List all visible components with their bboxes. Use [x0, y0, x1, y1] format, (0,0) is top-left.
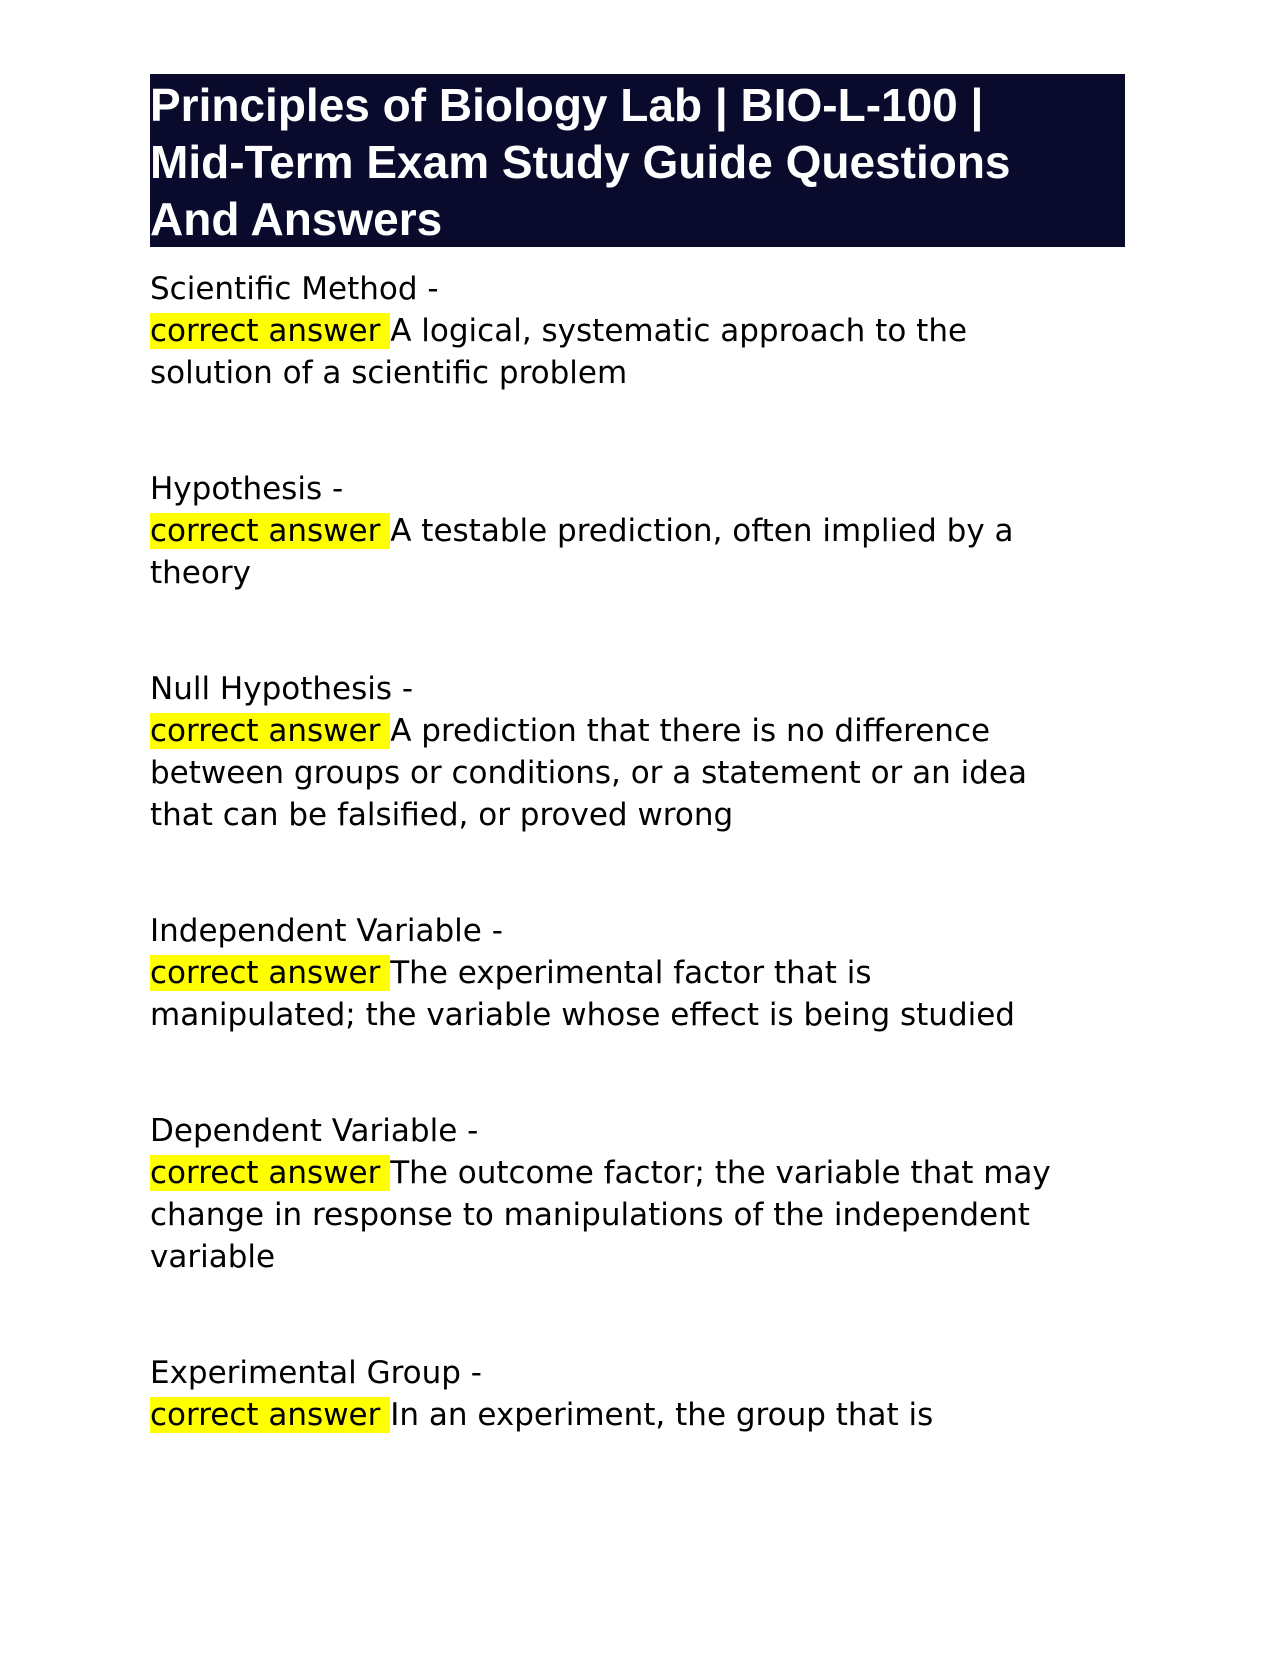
title-line: Principles of Biology Lab | BIO-L-100 |	[150, 79, 984, 131]
title-line: And Answers	[150, 193, 443, 245]
term-label: Dependent Variable -	[150, 1113, 479, 1149]
answer-text: In an experiment, the group that is	[390, 1397, 934, 1433]
answer-text: A logical, systematic approach to the	[390, 313, 968, 349]
answer-continuation: that can be falsified, or proved wrong	[150, 797, 734, 833]
qa-list	[150, 268, 1125, 1510]
answer-continuation: theory	[150, 555, 251, 591]
term-label: Hypothesis -	[150, 471, 344, 507]
qa-entry	[150, 268, 1125, 394]
answer-continuation: between groups or conditions, or a statement or an idea	[150, 755, 1027, 791]
answer-continuation: variable	[150, 1239, 276, 1275]
correct-answer-highlight: correct answer	[150, 955, 391, 991]
correct-answer-highlight: correct answer	[150, 313, 391, 349]
answer-continuation: change in response to manipulations of the independent	[150, 1197, 1030, 1233]
answer-first-line	[150, 710, 1125, 752]
qa-entry	[150, 668, 1125, 836]
correct-answer-highlight: correct answer	[150, 1397, 391, 1433]
term-label: Scientific Method -	[150, 271, 439, 307]
term-label: Independent Variable -	[150, 913, 503, 949]
answer-first-line	[150, 310, 1125, 352]
answer-first-line	[150, 1152, 1125, 1194]
correct-answer-highlight: correct answer	[150, 1155, 391, 1191]
correct-answer-highlight: correct answer	[150, 513, 391, 549]
answer-first-line	[150, 1394, 1125, 1436]
answer-continuation: solution of a scientific problem	[150, 355, 628, 391]
answer-text: A prediction that there is no difference	[390, 713, 991, 749]
qa-entry	[150, 468, 1125, 594]
answer-first-line	[150, 952, 1125, 994]
qa-entry	[150, 910, 1125, 1036]
answer-text: A testable prediction, often implied by a	[390, 513, 1014, 549]
answer-text: The experimental factor that is	[390, 955, 872, 991]
answer-first-line	[150, 510, 1125, 552]
correct-answer-highlight: correct answer	[150, 713, 391, 749]
title-line: Mid-Term Exam Study Guide Questions	[150, 136, 1011, 188]
answer-continuation: manipulated; the variable whose effect is being studied	[150, 997, 1015, 1033]
document-title	[150, 74, 1125, 247]
answer-text: The outcome factor; the variable that may	[390, 1155, 1051, 1191]
term-label: Null Hypothesis -	[150, 671, 414, 707]
qa-entry	[150, 1352, 1125, 1436]
term-label: Experimental Group -	[150, 1355, 482, 1391]
qa-entry	[150, 1110, 1125, 1278]
